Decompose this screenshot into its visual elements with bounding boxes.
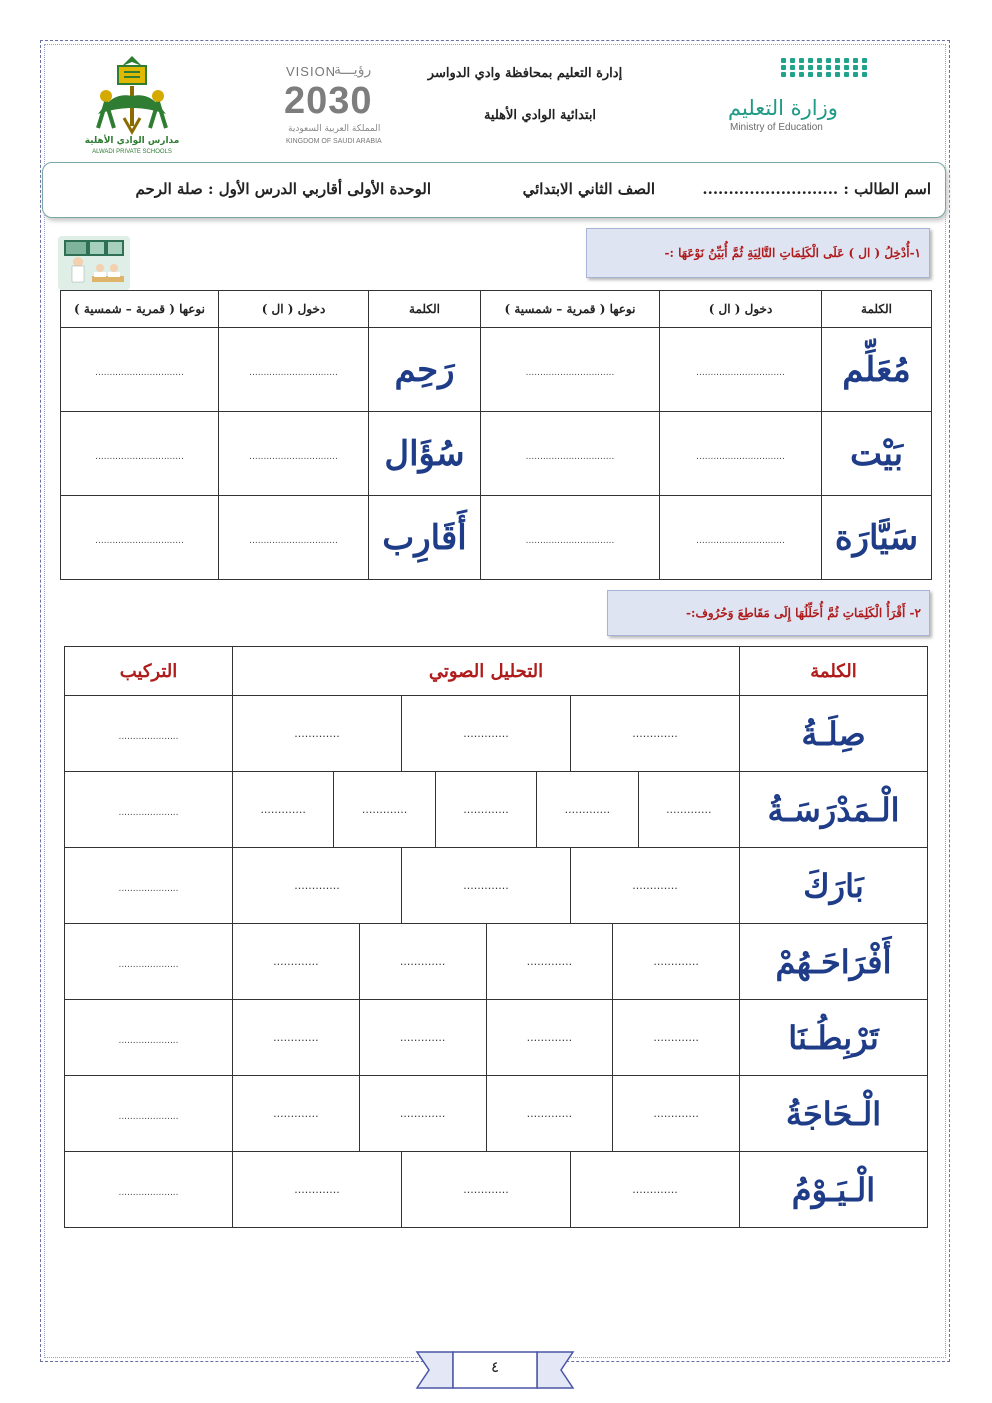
syllable-blank[interactable]: ............. [359, 1000, 486, 1075]
student-name-field[interactable]: اسم الطالب : .......................... [702, 180, 931, 198]
syllable-blank[interactable]: ............. [612, 1000, 739, 1075]
word-cell: الْـمَدْرَسَـةُ [740, 772, 928, 848]
unit-lesson-label: الوحدة الأولى أقاربي الدرس الأول : صلة الرحم [135, 180, 431, 198]
table-row [65, 924, 928, 1000]
syllable-blank[interactable]: ............. [294, 727, 340, 740]
syllable-blank[interactable]: ............. [486, 1000, 613, 1075]
student-info-bar [42, 162, 946, 218]
syllable-blank[interactable]: ............. [570, 1152, 739, 1227]
table-row [65, 696, 928, 772]
col-header-type: نوعها ( قمرية – شمسية ) [481, 291, 660, 328]
syllable-cells [233, 696, 740, 772]
answer-blank[interactable]: ............................... [61, 412, 219, 496]
syllable-blank[interactable]: ............. [486, 924, 613, 999]
school-emblem-icon [84, 52, 180, 138]
table-row [65, 772, 928, 848]
syllable-blank[interactable]: ............. [333, 772, 434, 847]
word-cell: صِلَـةُ [740, 696, 928, 772]
table-row [65, 1076, 928, 1152]
syllable-blank[interactable]: ............. [435, 772, 536, 847]
answer-blank[interactable]: ............................... [481, 412, 660, 496]
col-header-al: دخول ( ال ) [219, 291, 369, 328]
syllable-blank[interactable]: ............. [612, 1076, 739, 1151]
page-number-box [415, 1350, 575, 1390]
word-cell: سُؤَال [369, 412, 481, 496]
syllable-blank[interactable]: ............. [294, 1183, 340, 1196]
phonetic-analysis-table [64, 646, 928, 1228]
syllable-cells [233, 848, 740, 924]
col-header-al: دخول ( ال ) [660, 291, 822, 328]
table-header-row [65, 647, 928, 696]
syllable-blank[interactable]: ............. [401, 1152, 570, 1227]
table-row [61, 496, 932, 580]
word-cell: بَيْت [822, 412, 932, 496]
syllable-blank[interactable]: ............. [401, 848, 570, 923]
syllable-blank[interactable]: ............. [638, 772, 739, 847]
word-cell: بَارَكَ [740, 848, 928, 924]
syllable-blank[interactable]: ............. [570, 696, 739, 771]
syllable-blank[interactable]: ............. [570, 848, 739, 923]
instruction-2: ٢- أَقْرَأُ الْكَلِمَاتِ ثُمَّ أُحَلِّلُهَا إِلَى مَقَاطِعَ وَحُرُوف:- [607, 590, 930, 636]
word-cell: سَيَّارَة [822, 496, 932, 580]
ministry-dots-icon [780, 58, 867, 77]
syllable-blank[interactable]: ............. [359, 924, 486, 999]
answer-blank[interactable]: ............................... [61, 496, 219, 580]
composition-blank[interactable]: ..................... [65, 848, 233, 924]
composition-blank[interactable]: ..................... [65, 696, 233, 772]
answer-blank[interactable]: ............................... [219, 412, 369, 496]
word-cell: أَفْرَاحَـهُمْ [740, 924, 928, 1000]
word-cell: مُعَلِّم [822, 328, 932, 412]
ministry-name-en: Ministry of Education [730, 122, 823, 133]
syllable-cells [233, 1076, 740, 1152]
composition-blank[interactable]: ..................... [65, 924, 233, 1000]
word-cell: أَقَارِب [369, 496, 481, 580]
answer-blank[interactable]: ............................... [481, 328, 660, 412]
syllable-blank[interactable]: ............. [273, 955, 319, 968]
table-row [61, 412, 932, 496]
syllable-blank[interactable]: ............. [273, 1107, 319, 1120]
syllable-blank[interactable]: ............. [273, 1031, 319, 1044]
word-cell: الْـيَـوْمُ [740, 1152, 928, 1228]
syllable-blank[interactable]: ............. [260, 803, 306, 816]
syllable-blank[interactable]: ............. [536, 772, 637, 847]
al-insertion-table [60, 290, 932, 580]
col-header-type: نوعها ( قمرية – شمسية ) [61, 291, 219, 328]
syllable-blank[interactable]: ............. [359, 1076, 486, 1151]
classroom-image-icon [58, 236, 130, 290]
col-header-composition: التركيب [65, 647, 233, 696]
syllable-cells [233, 1000, 740, 1076]
syllable-blank[interactable]: ............. [612, 924, 739, 999]
grade-label: الصف الثاني الابتدائي [522, 180, 655, 198]
composition-blank[interactable]: ..................... [65, 772, 233, 848]
answer-blank[interactable]: ............................... [660, 496, 822, 580]
syllable-cells [233, 772, 740, 848]
table-row [65, 848, 928, 924]
composition-blank[interactable]: ..................... [65, 1152, 233, 1228]
ministry-logo [726, 58, 886, 138]
composition-blank[interactable]: ..................... [65, 1000, 233, 1076]
answer-blank[interactable]: ............................... [219, 496, 369, 580]
col-header-word: الكلمة [822, 291, 932, 328]
word-cell: الْـحَاجَةُ [740, 1076, 928, 1152]
col-header-word: الكلمة [740, 647, 928, 696]
syllable-cells [233, 924, 740, 1000]
col-header-analysis: التحليل الصوتي [233, 647, 740, 696]
answer-blank[interactable]: ............................... [660, 328, 822, 412]
page-number: ٤ [490, 1358, 500, 1376]
answer-blank[interactable]: ............................... [219, 328, 369, 412]
vision-2030-logo: VISION رؤيـــة 2030 المملكة العربية السعودية KINGDOM OF SAUDI ARABIA [284, 62, 382, 145]
answer-blank[interactable]: ............................... [660, 412, 822, 496]
syllable-blank[interactable]: ............. [294, 879, 340, 892]
answer-blank[interactable]: ............................... [481, 496, 660, 580]
classroom-illustration [58, 236, 130, 290]
syllable-blank[interactable]: ............. [401, 696, 570, 771]
table-row [65, 1000, 928, 1076]
header-directorate: إدارة التعليم بمحافظة وادي الدواسر [427, 66, 623, 81]
answer-blank[interactable]: ............................... [61, 328, 219, 412]
syllable-cells [233, 1152, 740, 1228]
table-row [65, 1152, 928, 1228]
syllable-blank[interactable]: ............. [486, 1076, 613, 1151]
composition-blank[interactable]: ..................... [65, 1076, 233, 1152]
col-header-word: الكلمة [369, 291, 481, 328]
word-cell: رَحِم [369, 328, 481, 412]
instruction-1: ١-أُدْخِلُ ( ال ) عَلَى الْكَلِمَاتِ التَّالِيَةِ ثُمَّ أُبَيِّنُ نَوْعَهَا :- [586, 228, 930, 278]
header-school-name: ابتدائية الوادي الأهلية [483, 108, 597, 123]
word-cell: تَرْبِطُـنَا [740, 1000, 928, 1076]
phonetic-rows [65, 696, 928, 1228]
table-header-row [61, 291, 932, 328]
table-row [61, 328, 932, 412]
ministry-name-ar: وزارة التعليم [728, 96, 838, 120]
school-logo: مدارس الوادي الأهلية ALWADI PRIVATE SCHOOLS [84, 52, 180, 160]
